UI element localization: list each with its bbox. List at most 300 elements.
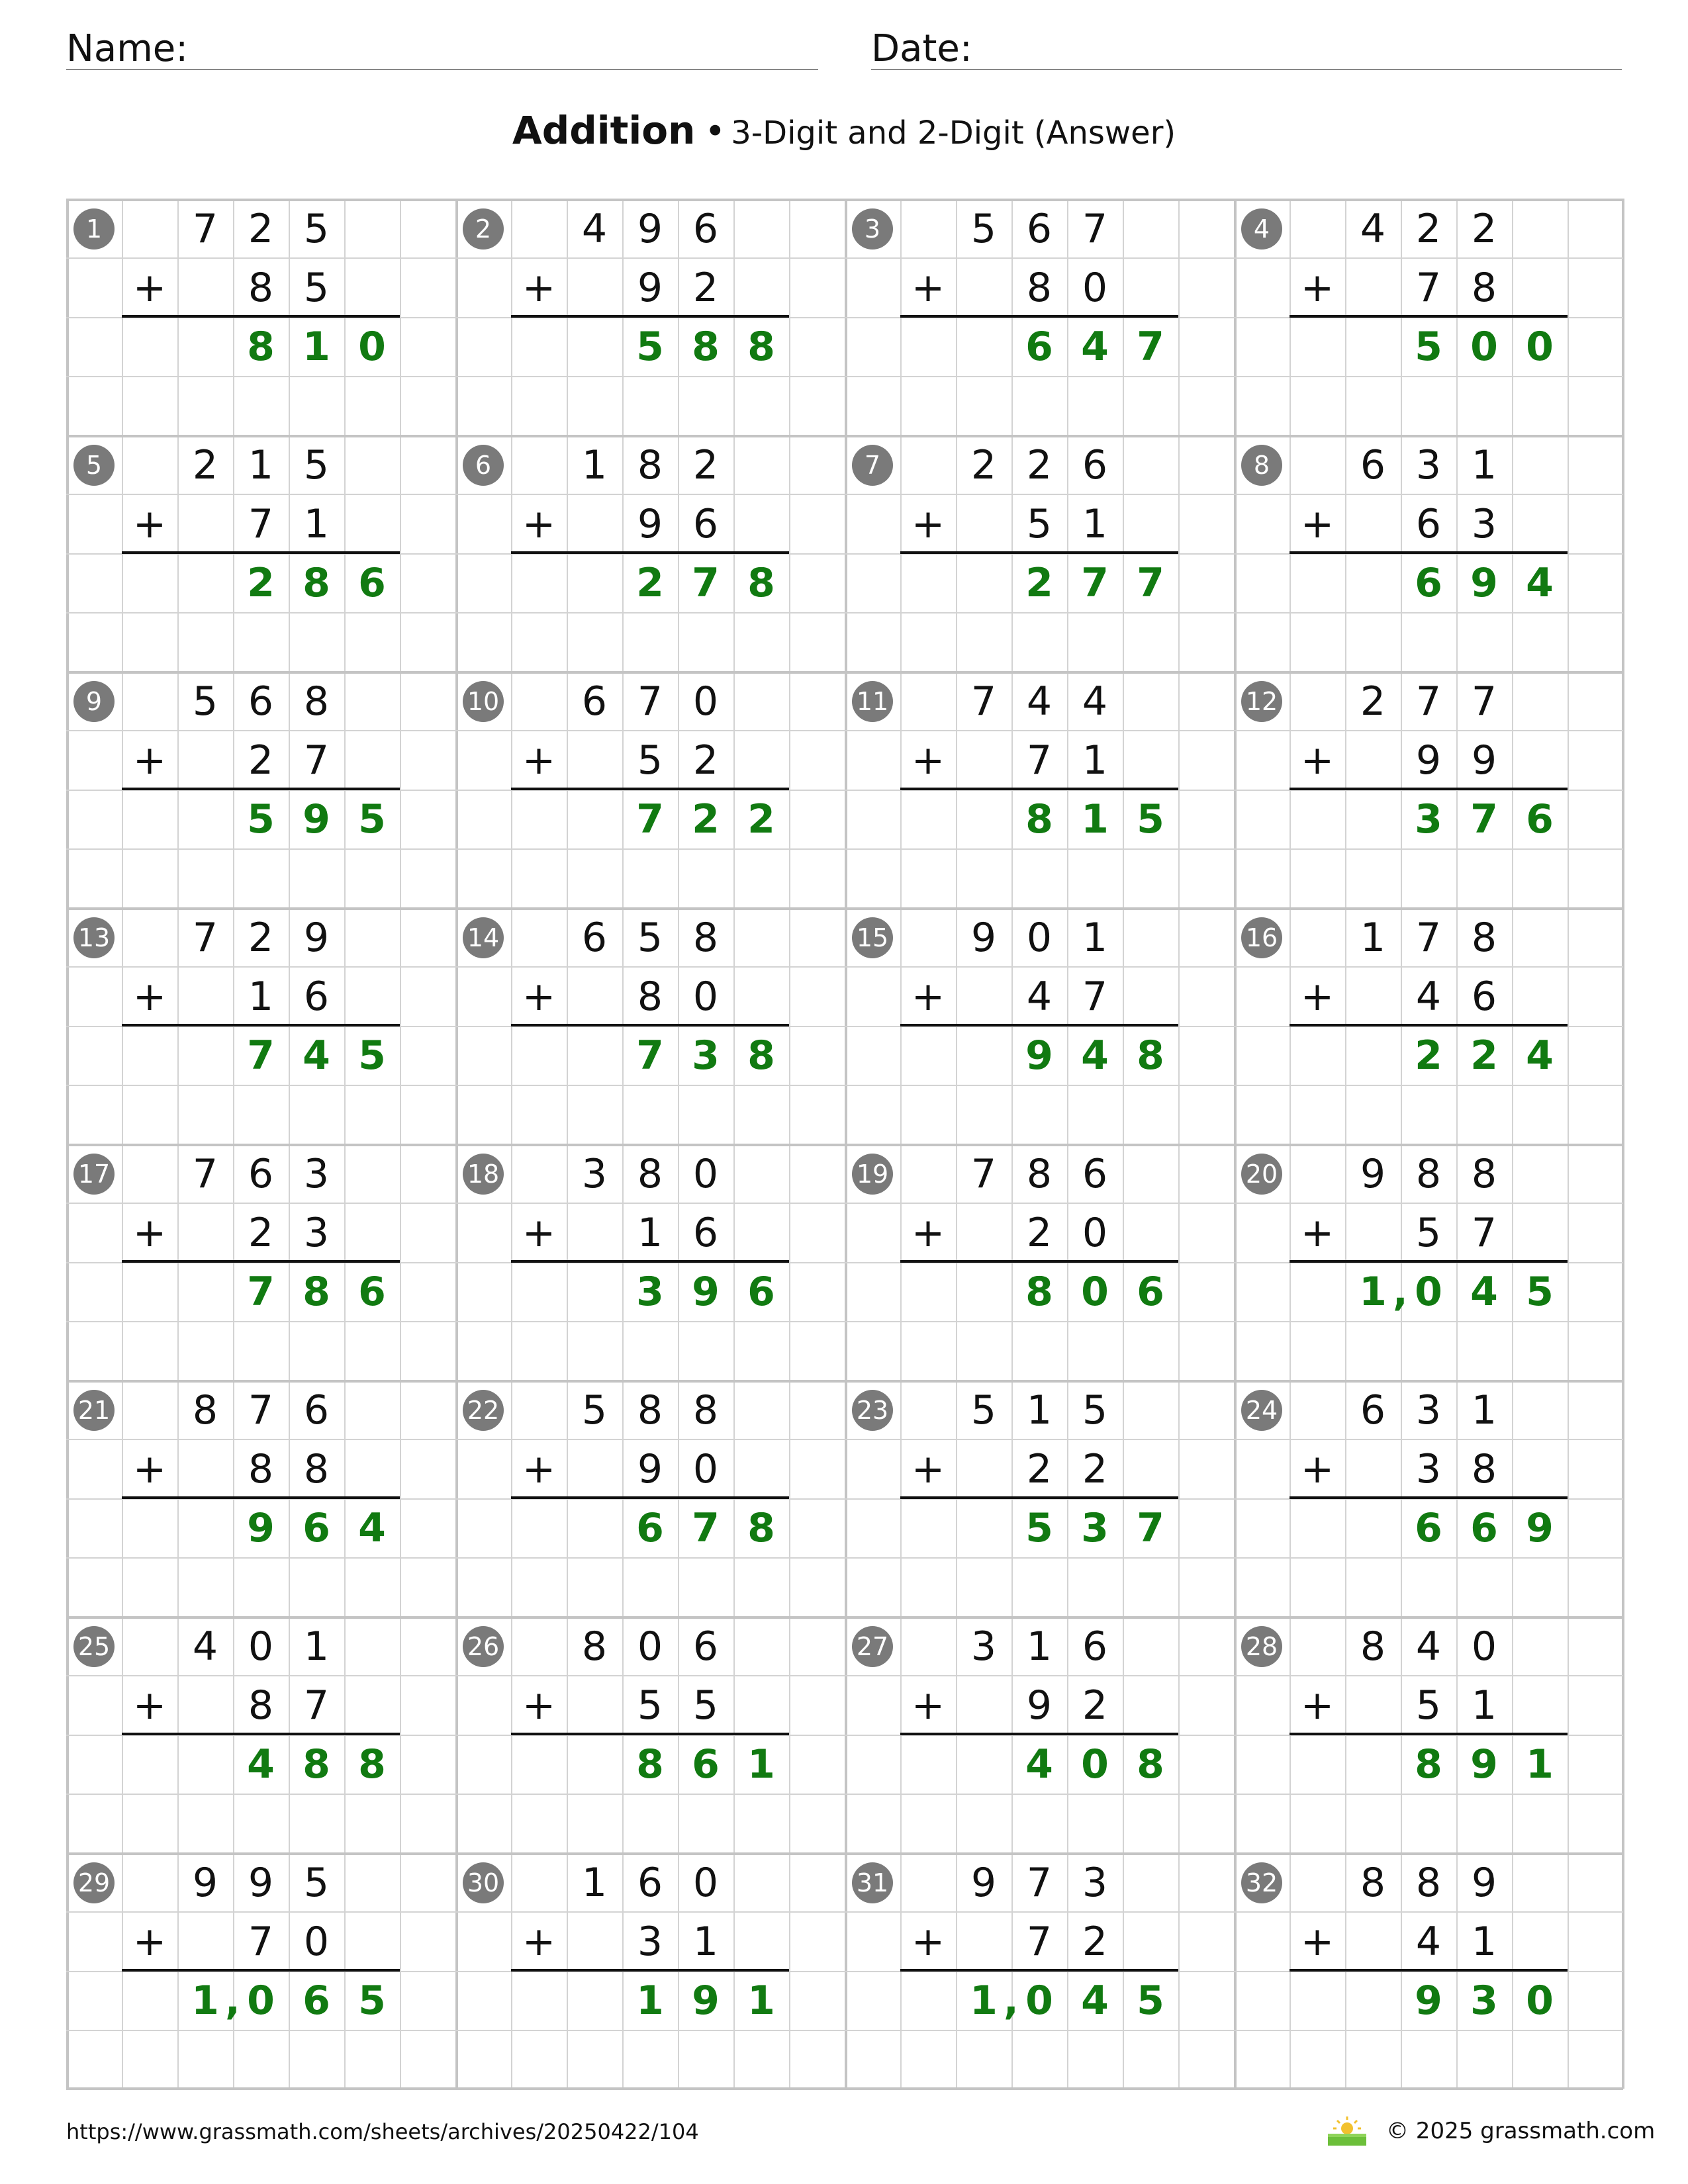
digit: 7 xyxy=(1137,560,1164,606)
problem-2 xyxy=(455,199,845,435)
digit: 8 xyxy=(1360,1623,1386,1670)
digit: 7 xyxy=(1415,915,1442,961)
digit: 1 xyxy=(1359,1269,1387,1315)
digit: 6 xyxy=(1415,560,1442,606)
digit: 5 xyxy=(1137,796,1164,842)
bottom-addend xyxy=(177,1913,344,1972)
digit: 2 xyxy=(1082,1682,1108,1729)
bottom-addend xyxy=(956,1913,1123,1972)
plus-sign: + xyxy=(911,737,945,784)
problem-number-badge: 5 xyxy=(73,445,115,486)
problem-4 xyxy=(1234,199,1623,435)
digit: 6 xyxy=(1082,1623,1108,1670)
digit: 3 xyxy=(637,1919,663,1965)
title-bullet: • xyxy=(704,111,726,152)
digit: 0 xyxy=(248,1623,274,1670)
top-addend xyxy=(956,1854,1123,1913)
top-addend xyxy=(177,200,344,259)
problem-11 xyxy=(845,671,1234,907)
digit: 3 xyxy=(970,1623,997,1670)
digit: 5 xyxy=(358,796,386,842)
digit: 1 xyxy=(191,1978,219,2024)
top-addend xyxy=(956,1617,1123,1676)
digit: 6 xyxy=(637,1860,663,1906)
digit: 9 xyxy=(1526,1505,1554,1551)
digit: 1 xyxy=(747,1978,775,2024)
digit: 5 xyxy=(637,1682,663,1729)
top-addend xyxy=(177,1381,344,1440)
top-addend xyxy=(956,200,1123,259)
digit: 8 xyxy=(1415,1741,1442,1788)
problem-1 xyxy=(66,199,455,435)
digit: 6 xyxy=(581,678,608,725)
digit: 3 xyxy=(1471,501,1497,547)
digit: 7 xyxy=(247,1269,275,1315)
digit: 5 xyxy=(970,206,997,252)
digit: 8 xyxy=(248,265,274,311)
digit: 5 xyxy=(1415,1682,1442,1729)
digit: 6 xyxy=(1471,974,1497,1020)
digit: 2 xyxy=(192,442,218,488)
digit: 4 xyxy=(1470,1269,1498,1315)
answer xyxy=(1011,318,1178,377)
problem-number-badge: 12 xyxy=(1241,681,1282,722)
plus-sign: + xyxy=(522,1919,556,1965)
bottom-addend xyxy=(956,731,1123,790)
digit: 7 xyxy=(692,1505,720,1551)
top-addend xyxy=(177,909,344,968)
digit: 4 xyxy=(303,1032,330,1079)
problem-24 xyxy=(1234,1380,1623,1616)
problem-number-badge: 27 xyxy=(852,1626,893,1667)
date-field[interactable] xyxy=(871,24,1622,70)
plus-sign: + xyxy=(1300,1210,1335,1256)
digit: 4 xyxy=(1026,678,1053,725)
plus-sign: + xyxy=(132,1210,167,1256)
problem-25 xyxy=(66,1616,455,1852)
problem-number-badge: 8 xyxy=(1241,445,1282,486)
plus-sign: + xyxy=(911,974,945,1020)
bottom-addend xyxy=(567,1913,733,1972)
problem-grid xyxy=(66,199,1623,2089)
digit: 2 xyxy=(248,915,274,961)
digit: 5 xyxy=(247,796,275,842)
digit: 9 xyxy=(1026,1682,1053,1729)
digit: 1 xyxy=(303,501,330,547)
bottom-addend xyxy=(1345,495,1512,554)
problem-32 xyxy=(1234,1852,1623,2089)
digit: 7 xyxy=(692,560,720,606)
answer xyxy=(1401,1735,1568,1794)
digit: 8 xyxy=(747,560,775,606)
digit: 9 xyxy=(303,915,330,961)
digit: 5 xyxy=(970,1387,997,1433)
answer xyxy=(1401,1972,1568,2030)
bottom-addend xyxy=(177,968,344,1026)
digit: 5 xyxy=(692,1682,719,1729)
digit: 2 xyxy=(636,560,664,606)
digit: 0 xyxy=(1082,1210,1108,1256)
bottom-addend xyxy=(177,495,344,554)
top-addend xyxy=(567,1854,733,1913)
digit: 7 xyxy=(1415,265,1442,311)
digit: 1 xyxy=(1471,442,1497,488)
digit: 6 xyxy=(692,1623,719,1670)
digit: 1 xyxy=(303,324,330,370)
top-addend xyxy=(567,1145,733,1204)
problem-26 xyxy=(455,1616,845,1852)
digit: 9 xyxy=(970,915,997,961)
digit: 3 xyxy=(1081,1505,1109,1551)
digit: 1 xyxy=(1471,1682,1497,1729)
problem-number-badge: 15 xyxy=(852,917,893,958)
plus-sign: + xyxy=(911,1919,945,1965)
plus-sign: + xyxy=(522,737,556,784)
bottom-addend xyxy=(177,731,344,790)
digit: 2 xyxy=(1415,1032,1442,1079)
answer xyxy=(1401,554,1568,613)
plus-sign: + xyxy=(132,1919,167,1965)
digit: 2 xyxy=(1026,1446,1053,1492)
name-field[interactable] xyxy=(66,24,818,70)
digit: 8 xyxy=(637,974,663,1020)
digit: 0 xyxy=(358,324,386,370)
bottom-addend xyxy=(1345,1676,1512,1735)
digit: 2 xyxy=(1415,206,1442,252)
problem-28 xyxy=(1234,1616,1623,1852)
digit: 1 xyxy=(1360,915,1386,961)
digit: 1 xyxy=(1471,1919,1497,1965)
digit: 7 xyxy=(1082,206,1108,252)
top-addend xyxy=(956,909,1123,968)
plus-sign: + xyxy=(132,1446,167,1492)
digit: 8 xyxy=(637,1387,663,1433)
digit: 1 xyxy=(1526,1741,1554,1788)
bottom-addend xyxy=(567,731,733,790)
problem-3 xyxy=(845,199,1234,435)
answer xyxy=(622,554,789,613)
digit: 9 xyxy=(637,206,663,252)
bottom-addend xyxy=(956,259,1123,318)
answer xyxy=(622,790,789,849)
digit: 3 xyxy=(692,1032,720,1079)
problem-5 xyxy=(66,435,455,671)
digit: 2 xyxy=(1026,1210,1053,1256)
digit: 7 xyxy=(192,1151,218,1197)
bottom-addend xyxy=(1345,1204,1512,1263)
digit: 9 xyxy=(1360,1151,1386,1197)
bottom-addend xyxy=(1345,259,1512,318)
problem-14 xyxy=(455,907,845,1144)
plus-sign: + xyxy=(132,974,167,1020)
digit: 0 xyxy=(1526,324,1554,370)
digit: 4 xyxy=(1526,1032,1554,1079)
problem-6 xyxy=(455,435,845,671)
problem-number-badge: 9 xyxy=(73,681,115,722)
digit: 8 xyxy=(247,324,275,370)
problem-9 xyxy=(66,671,455,907)
digit: 6 xyxy=(1137,1269,1164,1315)
problem-18 xyxy=(455,1144,845,1380)
plus-sign: + xyxy=(911,1682,945,1729)
bottom-addend xyxy=(956,1440,1123,1499)
digit: 7 xyxy=(1026,1919,1053,1965)
digit: 2 xyxy=(1471,206,1497,252)
problem-number-badge: 1 xyxy=(73,208,115,250)
problem-8 xyxy=(1234,435,1623,671)
footer-url: https://www.grassmath.com/sheets/archives/20250422/104 xyxy=(66,2119,699,2144)
answer xyxy=(233,554,400,613)
digit: 7 xyxy=(1470,796,1498,842)
digit: 7 xyxy=(303,737,330,784)
plus-sign: + xyxy=(1300,737,1335,784)
digit: 3 xyxy=(636,1269,664,1315)
bottom-addend xyxy=(567,968,733,1026)
digit: 0 xyxy=(303,1919,330,1965)
digit: 8 xyxy=(637,442,663,488)
problem-number-badge: 24 xyxy=(1241,1390,1282,1431)
digit: 8 xyxy=(747,1505,775,1551)
problem-number-badge: 26 xyxy=(463,1626,504,1667)
digit: 6 xyxy=(1025,324,1053,370)
problem-number-badge: 2 xyxy=(463,208,504,250)
grass-sun-logo-icon xyxy=(1325,2115,1369,2147)
bottom-addend xyxy=(1345,731,1512,790)
digit: 8 xyxy=(1471,1151,1497,1197)
digit: 5 xyxy=(636,324,664,370)
digit: 0 xyxy=(692,1446,719,1492)
digit: 9 xyxy=(1415,737,1442,784)
digit: 0 xyxy=(692,1860,719,1906)
digit: 9 xyxy=(692,1269,720,1315)
digit: 2 xyxy=(248,737,274,784)
plus-sign: + xyxy=(911,1446,945,1492)
plus-sign: + xyxy=(1300,265,1335,311)
answer: 1 , 0 4 5 xyxy=(956,1972,1178,2030)
digit: 9 xyxy=(192,1860,218,1906)
answer xyxy=(1011,1026,1178,1085)
problem-20 xyxy=(1234,1144,1623,1380)
digit: 9 xyxy=(1025,1032,1053,1079)
answer xyxy=(622,1263,789,1322)
digit: 8 xyxy=(1471,1446,1497,1492)
digit: 0 xyxy=(1470,324,1498,370)
digit: 5 xyxy=(358,1032,386,1079)
digit: 0 xyxy=(1082,265,1108,311)
digit: 8 xyxy=(1360,1860,1386,1906)
digit: 2 xyxy=(970,442,997,488)
digit: 1 xyxy=(1026,1387,1053,1433)
top-addend xyxy=(956,672,1123,731)
problem-number-badge: 4 xyxy=(1241,208,1282,250)
digit: 5 xyxy=(1137,1978,1164,2024)
digit: 7 xyxy=(192,915,218,961)
digit: 9 xyxy=(637,501,663,547)
digit: 8 xyxy=(248,1446,274,1492)
digit: 1 xyxy=(248,974,274,1020)
digit: 2 xyxy=(1360,678,1386,725)
digit: 6 xyxy=(692,1210,719,1256)
plus-sign: + xyxy=(132,501,167,547)
digit: 5 xyxy=(358,1978,386,2024)
plus-sign: + xyxy=(522,1446,556,1492)
bottom-addend xyxy=(567,1440,733,1499)
plus-sign: + xyxy=(522,265,556,311)
footer-copyright: © 2025 grassmath.com xyxy=(1386,2118,1656,2144)
digit: 6 xyxy=(358,1269,386,1315)
answer xyxy=(1011,790,1178,849)
digit: 1 xyxy=(1026,1623,1053,1670)
bottom-addend xyxy=(177,259,344,318)
digit: 7 xyxy=(1415,678,1442,725)
digit: 1 xyxy=(248,442,274,488)
plus-sign: + xyxy=(911,501,945,547)
problem-number-badge: 29 xyxy=(73,1862,115,1903)
digit: 6 xyxy=(1082,442,1108,488)
problem-15 xyxy=(845,907,1234,1144)
digit: 8 xyxy=(1137,1032,1164,1079)
digit: 3 xyxy=(303,1151,330,1197)
digit: 7 xyxy=(1026,737,1053,784)
digit: 7 xyxy=(248,1387,274,1433)
digit: 0 xyxy=(1471,1623,1497,1670)
problem-number-badge: 10 xyxy=(463,681,504,722)
digit: 2 xyxy=(692,265,719,311)
digit: 5 xyxy=(581,1387,608,1433)
digit: 8 xyxy=(1415,1860,1442,1906)
top-addend xyxy=(1345,1854,1512,1913)
digit: 4 xyxy=(1081,324,1109,370)
digit: 1 xyxy=(1082,501,1108,547)
digit: 8 xyxy=(1026,1151,1053,1197)
digit: 6 xyxy=(303,974,330,1020)
plus-sign: + xyxy=(1300,501,1335,547)
plus-sign: + xyxy=(522,501,556,547)
problem-number-badge: 16 xyxy=(1241,917,1282,958)
plus-sign: + xyxy=(132,1682,167,1729)
digit: 5 xyxy=(1025,1505,1053,1551)
title-main: Addition xyxy=(512,108,696,153)
digit: 8 xyxy=(1137,1741,1164,1788)
name-label: Name: xyxy=(66,27,189,70)
problem-10 xyxy=(455,671,845,907)
problem-number-badge: 13 xyxy=(73,917,115,958)
digit: 4 xyxy=(1415,974,1442,1020)
digit: 2 xyxy=(248,206,274,252)
digit: 4 xyxy=(1081,1032,1109,1079)
digit: 3 xyxy=(1470,1978,1498,2024)
problem-number-badge: 23 xyxy=(852,1390,893,1431)
top-addend xyxy=(567,1617,733,1676)
problem-number-badge: 30 xyxy=(463,1862,504,1903)
top-addend xyxy=(177,672,344,731)
digit: 1 xyxy=(1081,796,1109,842)
answer xyxy=(622,1735,789,1794)
digit: 3 xyxy=(1415,1387,1442,1433)
digit: 3 xyxy=(1415,796,1442,842)
answer xyxy=(1401,1499,1568,1558)
digit: 2 xyxy=(747,796,775,842)
digit: 6 xyxy=(248,1151,274,1197)
digit: 0 xyxy=(247,1978,275,2024)
digit: 7 xyxy=(303,1682,330,1729)
digit: 8 xyxy=(303,678,330,725)
top-addend xyxy=(567,200,733,259)
digit: 1 xyxy=(747,1741,775,1788)
digit: 9 xyxy=(970,1860,997,1906)
problem-number-badge: 14 xyxy=(463,917,504,958)
top-addend xyxy=(1345,1617,1512,1676)
digit: 9 xyxy=(1470,560,1498,606)
digit: 6 xyxy=(692,1741,720,1788)
digit: 0 xyxy=(1025,1978,1053,2024)
top-addend xyxy=(1345,1381,1512,1440)
digit: 7 xyxy=(637,678,663,725)
digit: 5 xyxy=(637,915,663,961)
plus-sign: + xyxy=(522,1210,556,1256)
top-addend xyxy=(567,436,733,495)
problem-number-badge: 11 xyxy=(852,681,893,722)
digit: 9 xyxy=(1471,737,1497,784)
digit: 5 xyxy=(637,737,663,784)
plus-sign: + xyxy=(1300,1919,1335,1965)
answer xyxy=(233,318,400,377)
problem-30 xyxy=(455,1852,845,2089)
digit: 6 xyxy=(248,678,274,725)
bottom-addend xyxy=(567,1204,733,1263)
answer xyxy=(233,790,400,849)
top-addend xyxy=(956,436,1123,495)
digit: 7 xyxy=(970,678,997,725)
digit: 1 xyxy=(637,1210,663,1256)
problem-number-badge: 32 xyxy=(1241,1862,1282,1903)
digit: 6 xyxy=(303,1505,330,1551)
digit: 2 xyxy=(1470,1032,1498,1079)
digit: 8 xyxy=(637,1151,663,1197)
bottom-addend xyxy=(567,495,733,554)
top-addend xyxy=(177,1145,344,1204)
digit: 9 xyxy=(1470,1741,1498,1788)
digit: 6 xyxy=(1526,796,1554,842)
digit: 4 xyxy=(1026,974,1053,1020)
digit: 6 xyxy=(1470,1505,1498,1551)
digit: 4 xyxy=(1526,560,1554,606)
digit: 8 xyxy=(581,1623,608,1670)
bottom-addend xyxy=(956,968,1123,1026)
digit: 8 xyxy=(692,324,720,370)
digit: 5 xyxy=(1526,1269,1554,1315)
digit: 8 xyxy=(303,1741,330,1788)
digit: 8 xyxy=(1471,265,1497,311)
digit: 1 xyxy=(692,1919,719,1965)
digit: 8 xyxy=(692,915,719,961)
problem-13 xyxy=(66,907,455,1144)
bottom-addend xyxy=(1345,1913,1512,1972)
digit: 6 xyxy=(1360,442,1386,488)
digit: 2 xyxy=(1082,1446,1108,1492)
top-addend xyxy=(956,1145,1123,1204)
digit: 9 xyxy=(248,1860,274,1906)
digit: 8 xyxy=(248,1682,274,1729)
problem-number-badge: 25 xyxy=(73,1626,115,1667)
top-addend xyxy=(567,909,733,968)
digit: 4 xyxy=(247,1741,275,1788)
digit: 7 xyxy=(1082,974,1108,1020)
digit: 6 xyxy=(1415,501,1442,547)
plus-sign: + xyxy=(132,265,167,311)
bottom-addend xyxy=(567,1676,733,1735)
digit: 5 xyxy=(303,442,330,488)
